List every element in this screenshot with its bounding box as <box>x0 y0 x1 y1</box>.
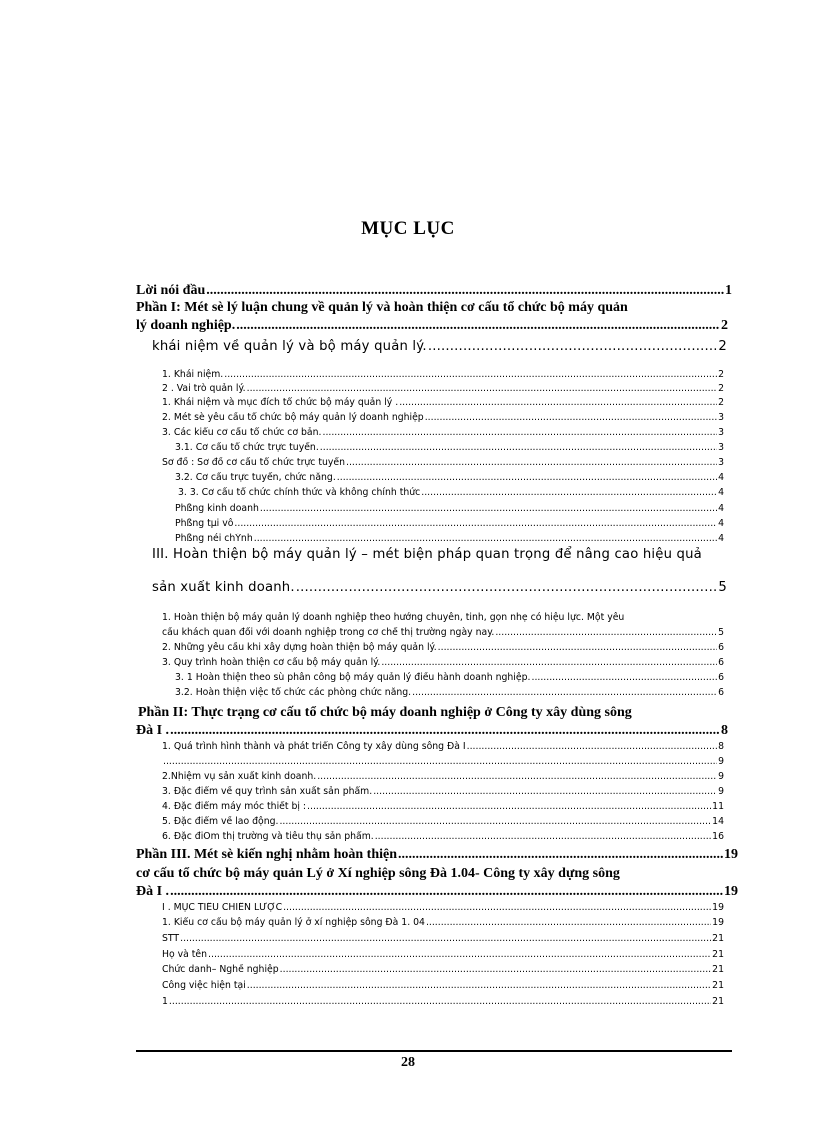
toc-entry[interactable] <box>162 949 724 960</box>
toc-entry-text: Chức danh– Nghề nghiệp <box>162 964 279 975</box>
toc-entry[interactable] <box>162 771 724 782</box>
toc-entry-text: Phần III. Mét sè kiến nghị nhằm hoàn thiện <box>136 847 398 862</box>
toc-entry[interactable] <box>175 472 724 483</box>
toc-entry-page: 4 <box>718 472 724 483</box>
toc-entry-text: 2.Nhiệm vụ sản xuất kinh doanh. <box>162 771 317 782</box>
toc-entry[interactable] <box>178 487 724 498</box>
toc-entry[interactable] <box>175 687 724 698</box>
toc-entry-page: 6 <box>718 672 724 683</box>
toc-entry-text: 3.1. Cơ cấu tổ chức trực tuyến. <box>175 442 319 453</box>
toc-entry-text: 2. Những yêu cầu khi xây dựng hoàn thiện bộ máy quản lý. <box>162 642 437 653</box>
toc-entry[interactable] <box>136 723 728 739</box>
toc-entry-page: 11 <box>712 801 724 812</box>
toc-entry-text: 2. Mét sè yêu cầu tổ chức bộ máy quản lý doanh nghiệp <box>162 412 424 423</box>
toc-entry[interactable] <box>162 964 724 975</box>
toc-entry[interactable] <box>162 642 724 653</box>
toc-entry[interactable] <box>175 518 724 529</box>
toc-entry-text: Lời nói đầu <box>136 283 206 298</box>
toc-entry[interactable] <box>162 457 724 468</box>
toc-entry-page: 9 <box>718 786 724 797</box>
toc-entry-text: 3. Quy trình hoàn thiện cơ cấu bộ máy quản lý. <box>162 657 381 668</box>
toc-entry[interactable] <box>162 801 724 812</box>
toc-entry-text: 3.2. Hoàn thiện việc tổ chức các phòng chức năng. <box>175 687 412 698</box>
toc-entry-page: 2 <box>718 397 724 408</box>
document-title: MỤC LỤC <box>361 218 455 239</box>
toc-entry-page: 4 <box>718 533 724 544</box>
toc-entry-text: 3. 1 Hoàn thiện theo sù phân công bộ máy quản lý điều hành doanh nghiệp. <box>175 672 531 683</box>
toc-entry[interactable] <box>162 741 724 752</box>
toc-entry-text: 2 . Vai trò quản lý. <box>162 383 246 394</box>
toc-entry-page: 3 <box>718 442 724 453</box>
toc-entry-text: Phßng kinh doanh <box>175 503 259 514</box>
toc-entry-page: 19 <box>712 917 724 928</box>
toc-entry-page: 9 <box>718 756 724 767</box>
toc-entry-text: Đà I . <box>136 884 170 899</box>
toc-entry[interactable] <box>162 627 724 638</box>
toc-entry-text: 4. Đặc điểm máy móc thiết bị : <box>162 801 307 812</box>
footer-divider <box>136 1050 732 1052</box>
toc-entry[interactable] <box>162 996 724 1007</box>
toc-entry-text-line[interactable]: 1. Hoàn thiện bộ máy quản lý doanh nghiệp theo hướng chuyên, tinh, gọn nhẹ có hiệu lực. Một yêu <box>162 612 625 623</box>
toc-entry-page: 6 <box>718 642 724 653</box>
toc-entry[interactable] <box>136 847 738 863</box>
toc-entry-page: 21 <box>712 949 724 960</box>
toc-entry-page: 21 <box>712 964 724 975</box>
toc-entry[interactable] <box>175 672 724 683</box>
toc-entry-page: 21 <box>712 996 724 1007</box>
toc-entry[interactable] <box>136 318 728 334</box>
toc-entry-page: 4 <box>718 503 724 514</box>
toc-entry-text: Sơ đồ : Sơ đồ cơ cấu tổ chức trực tuyến <box>162 457 346 468</box>
toc-entry-text: 5. Đặc điểm về lao động. <box>162 816 279 827</box>
toc-entry[interactable] <box>162 831 724 842</box>
toc-entry-text: lý doanh nghiệp. <box>136 318 236 333</box>
toc-entry[interactable] <box>162 917 724 928</box>
toc-entry-page: 19 <box>724 884 738 899</box>
toc-entry-page: 21 <box>712 933 724 944</box>
toc-entry-text: 3. Đặc điểm về quy trình sản xuất sản phẩm. <box>162 786 373 797</box>
toc-entry[interactable] <box>152 580 727 595</box>
toc-entry-page: 2 <box>718 369 724 380</box>
toc-entry[interactable] <box>162 786 724 797</box>
toc-entry-page: 2 <box>721 318 728 333</box>
toc-entry-page: 3 <box>718 427 724 438</box>
toc-entry-page: 3 <box>718 412 724 423</box>
toc-entry[interactable] <box>162 933 724 944</box>
toc-entry-page: 5 <box>718 580 727 595</box>
toc-entry-text: 6. Đặc điÓm thị trường và tiêu thụ sản phẩm. <box>162 831 374 842</box>
toc-entry-text: cầu khách quan đối với doanh nghiệp trong cơ chế thị trường ngày nay. <box>162 627 495 638</box>
toc-entry-page: 4 <box>718 518 724 529</box>
toc-entry[interactable] <box>136 283 732 299</box>
toc-entry-text: STT <box>162 933 180 944</box>
toc-entry-page: 8 <box>721 723 728 738</box>
toc-entry-page: 8 <box>718 741 724 752</box>
toc-entry-page: 2 <box>718 383 724 394</box>
toc-entry[interactable] <box>162 412 724 423</box>
toc-entry-page: 14 <box>712 816 724 827</box>
toc-entry-page: 19 <box>724 847 738 862</box>
toc-entry-page: 3 <box>718 457 724 468</box>
toc-entry[interactable] <box>152 339 727 354</box>
toc-entry[interactable] <box>162 756 724 767</box>
toc-entry[interactable] <box>162 902 724 913</box>
toc-entry-page: 1 <box>725 283 732 298</box>
toc-entry-text: 1. Khái niệm và mục đích tổ chức bộ máy quản lý . <box>162 397 399 408</box>
page-number: 28 <box>401 1055 415 1070</box>
toc-entry[interactable] <box>162 397 724 408</box>
toc-entry-page: 6 <box>718 657 724 668</box>
toc-entry[interactable] <box>162 383 724 394</box>
toc-entry-page: 2 <box>718 339 727 354</box>
toc-entry-text: Họ và tên <box>162 949 208 960</box>
toc-entry-text: Đà I . <box>136 723 170 738</box>
toc-entry-page: 9 <box>718 771 724 782</box>
toc-entry-text: Công việc hiện tại <box>162 980 246 991</box>
toc-entry[interactable] <box>162 427 724 438</box>
toc-entry[interactable] <box>175 533 724 544</box>
toc-entry-page: 6 <box>718 687 724 698</box>
toc-entry[interactable] <box>136 884 738 900</box>
toc-entry[interactable] <box>162 657 724 668</box>
toc-entry-text: Phßng néi chÝnh <box>175 533 253 544</box>
toc-entry-text: 1. Kiểu cơ cấu bộ máy quản lý ở xí nghiệp sông Đà 1. 04 <box>162 917 425 928</box>
toc-entry-text: 3. Các kiểu cơ cấu tổ chức cơ bản. <box>162 427 322 438</box>
toc-entry-page: 19 <box>712 902 724 913</box>
toc-entry-page: 16 <box>712 831 724 842</box>
toc-entry-text: 1. Quá trình hình thành và phát triển Công ty xây dùng sông Đà I <box>162 741 466 752</box>
toc-entry-page: 21 <box>712 980 724 991</box>
toc-entry[interactable] <box>162 369 724 380</box>
toc-entry-text-line[interactable]: III. Hoàn thiện bộ máy quản lý – mét biện pháp quan trọng để nâng cao hiệu quả <box>152 547 702 562</box>
toc-entry-text-line[interactable]: Phần II: Thực trạng cơ cấu tổ chức bộ máy doanh nghiệp ở Công ty xây dùng sông <box>138 705 632 720</box>
toc-entry-text: 1 <box>162 996 168 1007</box>
toc-entry-text: khái niệm về quản lý và bộ máy quản lý. <box>152 339 427 354</box>
toc-entry-text: 3. 3. Cơ cấu tổ chức chính thức và không chính thức <box>178 487 421 498</box>
toc-entry-text: 1. Khái niệm. <box>162 369 224 380</box>
toc-entry-text: Phßng tµi vô <box>175 518 234 529</box>
toc-entry-page: 5 <box>718 627 724 638</box>
toc-entry-text: I . MỤC TIÊU CHIẾN LƯỢC <box>162 902 283 913</box>
toc-entry-page: 4 <box>718 487 724 498</box>
toc-entry-text-line[interactable]: cơ cấu tổ chức bộ máy quản Lý ở Xí nghiệp sông Đà 1.04- Công ty xây dựng sông <box>136 866 620 881</box>
toc-entry[interactable] <box>175 442 724 453</box>
toc-entry[interactable] <box>162 980 724 991</box>
toc-entry[interactable] <box>175 503 724 514</box>
toc-entry-text: sản xuất kinh doanh. <box>152 580 295 595</box>
toc-entry[interactable] <box>162 816 724 827</box>
toc-entry-text-line[interactable]: Phần I: Mét sè lý luận chung về quản lý và hoàn thiện cơ cấu tổ chức bộ máy quản <box>136 300 628 315</box>
toc-entry-text: 3.2. Cơ cấu trực tuyến, chức năng. <box>175 472 336 483</box>
